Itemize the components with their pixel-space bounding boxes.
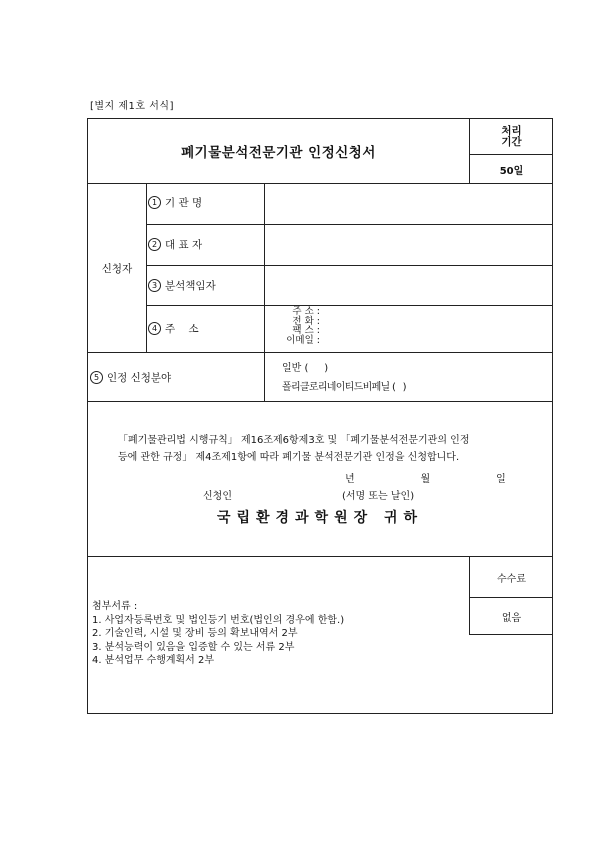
form-label: [별지 제1호 서식]	[90, 101, 174, 112]
field-of-application-label	[90, 369, 171, 385]
row-label: 기 관 명	[165, 196, 203, 209]
circled-number: 3	[148, 279, 161, 292]
org-name-field[interactable]	[266, 185, 551, 223]
circled-number: 5	[90, 371, 103, 384]
row-label: 분석책임자	[165, 279, 216, 292]
applicant-signature-label: 신청인	[203, 491, 232, 502]
analysis-manager-label	[148, 277, 216, 293]
fee-value: 없음	[501, 612, 522, 624]
org-name-label	[148, 194, 202, 210]
representative-label	[148, 236, 202, 252]
circled-number: 4	[148, 322, 161, 335]
divider	[87, 352, 553, 353]
declaration-line2: 등에 관한 규정」 제4조제1항에 따라 폐기물 분석전문기관 인정을 신청합니다.	[118, 452, 460, 463]
divider	[87, 183, 553, 184]
email-line: 이메일 :	[286, 334, 320, 346]
fax-line: 팩 스 :	[292, 325, 320, 336]
signature-note: (서명 또는 날인)	[342, 491, 415, 502]
declaration-line1: 「폐기물관리법 시행규칙」 제16조제6항제3호 및 「폐기물분석전문기관의 인정	[118, 435, 470, 446]
option-pcb[interactable]: 폴리클로리네이티드비페닐 ( )	[282, 382, 406, 393]
attachments-heading: 첨부서류 :	[92, 601, 138, 612]
attachment-item: 1. 사업자등록번호 및 법인등기 번호(법인의 경우에 한함.)	[92, 614, 345, 626]
date-line: 년 월 일	[345, 474, 506, 485]
processing-value: 50일	[499, 165, 524, 177]
address-line: 주 소 :	[292, 306, 320, 317]
address-contact-field[interactable]	[322, 307, 550, 350]
divider	[146, 224, 553, 225]
recipient: 국립환경과학원장 귀하	[216, 510, 424, 526]
circled-number: 1	[148, 196, 161, 209]
divider	[146, 265, 553, 266]
applicant-section-label: 신청자	[101, 262, 133, 275]
divider	[87, 401, 553, 402]
address-fields	[270, 307, 320, 345]
page-title: 폐기물분석전문기관 인정신청서	[181, 144, 376, 161]
fee-label: 수수료	[497, 573, 526, 585]
representative-field[interactable]	[266, 226, 551, 264]
divider	[264, 183, 265, 401]
attachments	[92, 600, 344, 668]
divider	[146, 305, 553, 306]
circled-number: 2	[148, 238, 161, 251]
row-label: 대 표 자	[165, 238, 203, 251]
divider	[146, 183, 147, 352]
processing-label-line1: 처리	[501, 124, 522, 137]
row-label: 인정 신청분야	[107, 371, 172, 384]
processing-label-line2: 기간	[501, 135, 522, 148]
processing-label	[470, 119, 553, 154]
option-general[interactable]: 일반 ( )	[282, 363, 329, 374]
row-label: 주 소	[165, 322, 199, 335]
attachment-item: 4. 분석업무 수행계획서 2부	[92, 655, 215, 666]
phone-line: 전 화 :	[292, 315, 320, 327]
analysis-manager-field[interactable]	[266, 267, 551, 304]
attachment-item: 2. 기술인력, 시설 및 장비 등의 확보내역서 2부	[92, 628, 298, 639]
divider	[469, 634, 553, 635]
attachment-item: 3. 분석능력이 있음을 입증할 수 있는 서류 2부	[92, 641, 295, 653]
address-label	[148, 320, 199, 336]
